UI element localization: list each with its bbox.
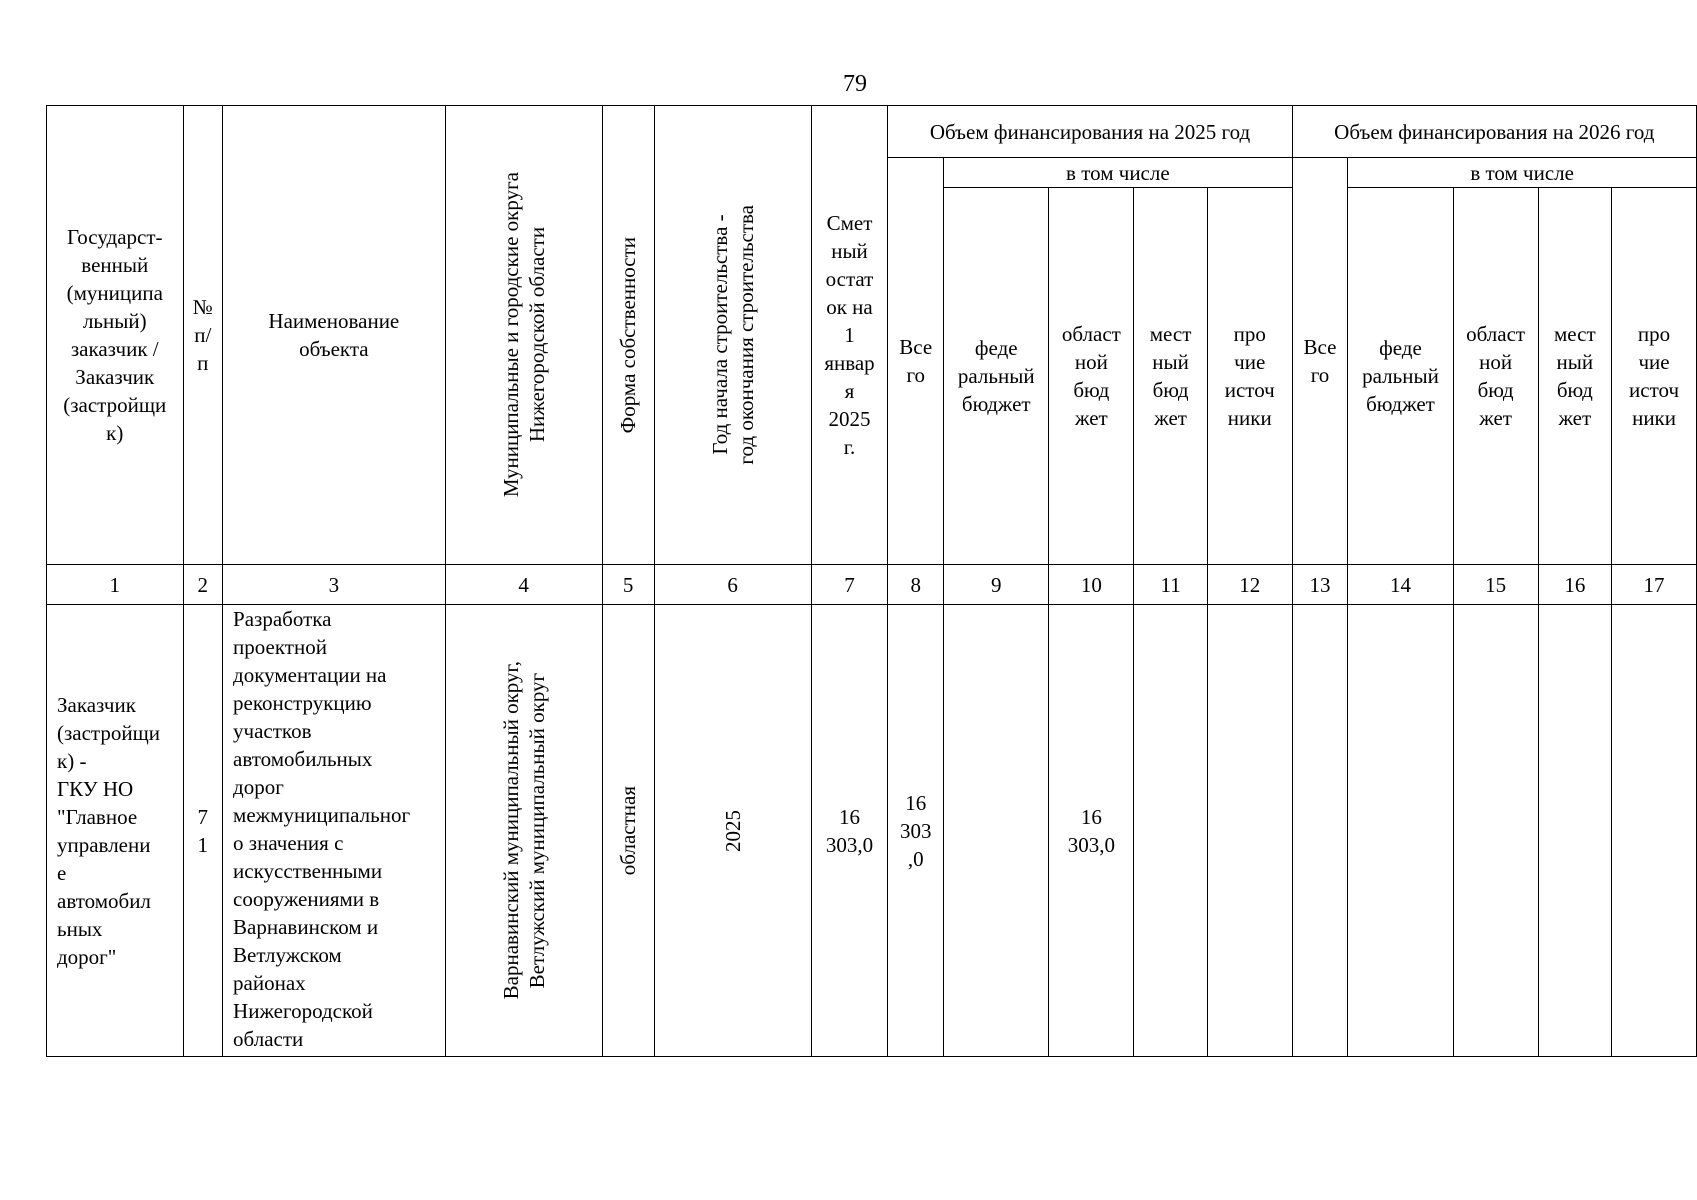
- header-federal-2026: феде ральный бюджет: [1348, 188, 1453, 565]
- column-number: 4: [445, 565, 602, 605]
- column-number: 6: [654, 565, 811, 605]
- row-municipalities: Варнавинский муниципальный округ, Ветлужский муниципальный округ: [498, 661, 549, 1000]
- column-number: 2: [183, 565, 223, 605]
- header-other-2025: про чие источ ники: [1207, 188, 1292, 565]
- column-number: 14: [1348, 565, 1453, 605]
- column-number: 7: [811, 565, 888, 605]
- header-fin-2025: Объем финансирования на 2025 год: [888, 106, 1292, 158]
- row-estimate-remainder: 16 303,0: [811, 605, 888, 1057]
- column-numbers-row: [47, 565, 1697, 605]
- column-number: 9: [944, 565, 1049, 605]
- column-number: 13: [1292, 565, 1348, 605]
- row-num: 7 1: [183, 605, 223, 1057]
- header-other-2026: про чие источ ники: [1612, 188, 1697, 565]
- row-regional-2026: [1453, 605, 1538, 1057]
- row-other-2025: [1207, 605, 1292, 1057]
- header-object-name: Наименование объекта: [223, 106, 446, 565]
- header-including-2025: в том числе: [944, 158, 1293, 188]
- column-number: 12: [1207, 565, 1292, 605]
- header-regional-2025: област ной бюд жет: [1049, 188, 1134, 565]
- column-number: 3: [223, 565, 446, 605]
- row-object-name: Разработка проектной документации на реконструкцию участков автомобильных дорог межмуниципальног о значения с искусственными сооружениями в Варнавинском и Ветлужском районах Нижегородской области: [223, 605, 446, 1057]
- header-fin-2026: Объем финансирования на 2026 год: [1292, 106, 1696, 158]
- row-local-2025: [1134, 605, 1208, 1057]
- column-number: 15: [1453, 565, 1538, 605]
- header-estimate-remainder: Смет ный остат ок на 1 январ я 2025 г.: [811, 106, 888, 565]
- financing-table: [46, 105, 1697, 1057]
- row-customer: Заказчик (застройщи к) - ГКУ НО "Главное управлени е автомобил ьных дорог": [47, 605, 184, 1057]
- row-municipalities-cell: [445, 605, 602, 1057]
- header-total-2025: Все го: [888, 158, 944, 565]
- column-number: 8: [888, 565, 944, 605]
- table-row: [47, 605, 1697, 1057]
- column-number: 10: [1049, 565, 1134, 605]
- row-years-cell: [654, 605, 811, 1057]
- row-other-2026: [1612, 605, 1697, 1057]
- row-ownership-cell: [602, 605, 654, 1057]
- row-total-2025: 16 303 ,0: [888, 605, 944, 1057]
- header-regional-2026: област ной бюд жет: [1453, 188, 1538, 565]
- column-number: 5: [602, 565, 654, 605]
- row-local-2026: [1538, 605, 1612, 1057]
- header-total-2026: Все го: [1292, 158, 1348, 565]
- row-regional-2025: 16 303,0: [1049, 605, 1134, 1057]
- header-local-2026: мест ный бюд жет: [1538, 188, 1612, 565]
- row-total-2026: [1292, 605, 1348, 1057]
- header-local-2025: мест ный бюд жет: [1134, 188, 1208, 565]
- header-num: № п/ п: [183, 106, 223, 565]
- row-federal-2026: [1348, 605, 1453, 1057]
- header-including-2026: в том числе: [1348, 158, 1697, 188]
- header-ownership: Форма собственности: [616, 236, 641, 434]
- row-years: 2025: [720, 809, 745, 852]
- row-ownership: областная: [616, 785, 641, 876]
- column-number: 1: [47, 565, 184, 605]
- column-number: 16: [1538, 565, 1612, 605]
- row-federal-2025: [944, 605, 1049, 1057]
- column-number: 17: [1612, 565, 1697, 605]
- header-customer: Государст- венный (муниципа льный) заказчик / Заказчик (застройщи к): [47, 106, 184, 565]
- header-ownership-cell: [602, 106, 654, 565]
- header-federal-2025: феде ральный бюджет: [944, 188, 1049, 565]
- header-municipalities: Муниципальные и городские округа Нижегородской области: [498, 172, 549, 498]
- column-number: 11: [1134, 565, 1208, 605]
- page-number: 79: [843, 71, 867, 97]
- header-years-cell: [654, 106, 811, 565]
- header-years: Год начала строительства - год окончания строительства: [707, 205, 758, 465]
- header-municipalities-cell: [445, 106, 602, 565]
